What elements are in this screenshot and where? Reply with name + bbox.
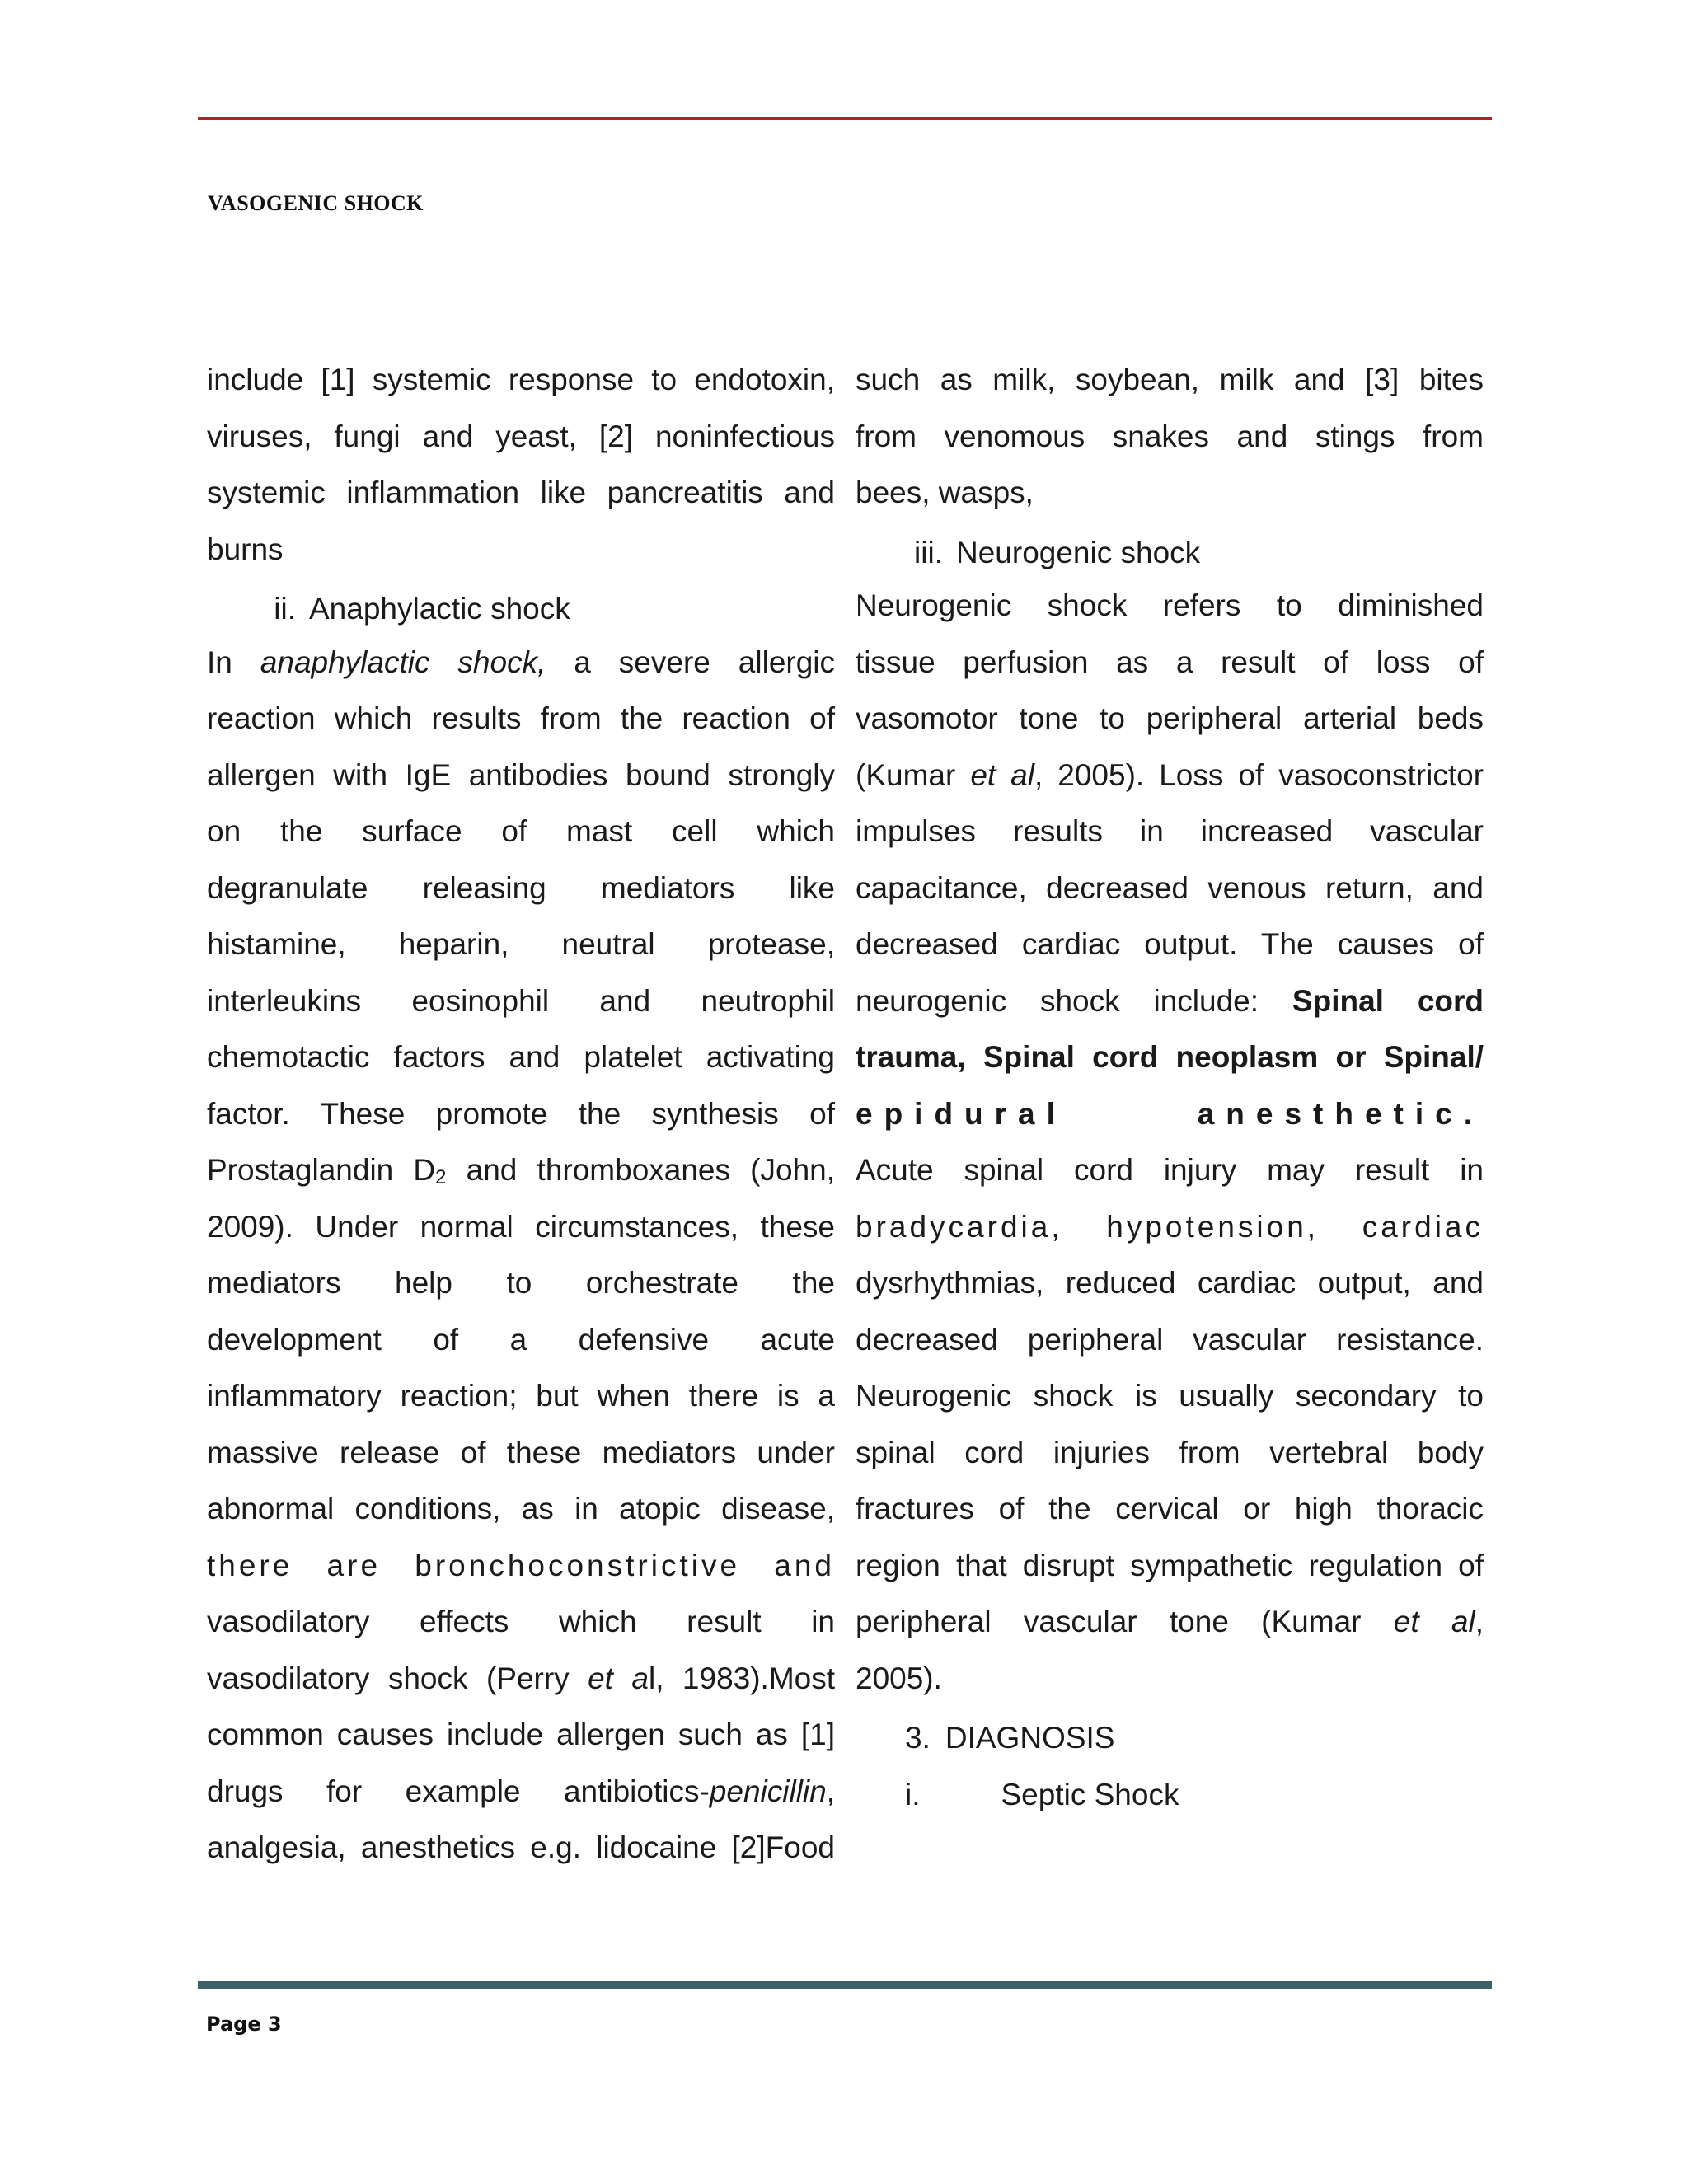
left-column [207,352,835,1877]
text-run: drugs for example antibiotics- [207,1774,710,1808]
text-run: , [826,1774,835,1808]
text-line: on the surface of mast cell which [207,814,835,848]
italic-term: anaphylactic shock, [260,644,546,679]
text-line: mediators help to orchestrate the [207,1266,835,1300]
subheading-neurogenic [856,522,1484,579]
text-run: , 2005). Loss of vasoconstrictor [1034,757,1484,792]
text-line: vasodilatory effects which result in [207,1605,835,1638]
text-run: In [207,644,232,679]
text-run: peripheral vascular tone (Kumar [856,1605,1362,1638]
text-run: a severe allergic [574,644,836,679]
text-line: tissue perfusion as a result of loss of [856,644,1484,679]
text-line: Acute spinal cord injury may result in [856,1153,1484,1187]
text-line [856,973,1484,1030]
text-line: from venomous snakes and stings from [856,419,1484,453]
text-line: Neurogenic shock refers to diminished [856,588,1484,622]
subheading-number: iii. [914,535,943,569]
page-number: Page 3 [206,2013,282,2036]
text-line: viruses, fungi and yeast, [2] noninfectious [207,419,835,453]
text-line: allergen with IgE antibodies bound strongly [207,757,835,792]
text-line: 2009). Under normal circumstances, these [207,1209,835,1244]
text-line: vasomotor tone to peripheral arterial beds [856,701,1484,735]
text-line: abnormal conditions, as in atopic disease, [207,1492,835,1526]
text-line: histamine, heparin, neutral protease, [207,927,835,961]
text-line: inflammatory reaction; but when there is a [207,1379,835,1413]
text-line: reaction which results from the reaction of [207,701,835,735]
section-heading-diagnosis [856,1707,1484,1764]
text-run: , [1475,1605,1484,1638]
section-title: DIAGNOSIS [945,1721,1115,1755]
text-line: massive release of these mediators under [207,1435,835,1469]
subheading-text: Septic Shock [1001,1777,1179,1811]
text-line: include [1] systemic response to endotoxin, [207,363,835,396]
text-run: vasodilatory shock (Perry [207,1661,570,1695]
text-line [207,1142,835,1199]
running-header: VASOGENIC SHOCK [208,191,424,215]
text-line: decreased peripheral vascular resistance. [856,1322,1484,1357]
text-line: there are bronchoconstrictive and [207,1548,835,1582]
text-line: factor. These promote the synthesis of [207,1096,835,1131]
text-run: neurogenic shock include: [856,983,1259,1018]
text-line: region that disrupt sympathetic regulation of [856,1548,1484,1582]
text-line: dysrhythmias, reduced cardiac output, and [856,1266,1484,1300]
text-line: development of a defensive acute [207,1322,835,1357]
text-line [207,635,835,691]
text-line: bradycardia, hypotension, cardiac [856,1209,1484,1244]
text-line: fractures of the cervical or high thoracic [856,1492,1484,1526]
subheading-text: Neurogenic shock [956,535,1201,569]
text-line: impulses results in increased vascular [856,814,1484,848]
italic-term: et a [588,1661,649,1695]
text-line [856,1594,1484,1651]
text-line: bees, wasps, [856,476,1034,509]
text-line: common causes include allergen such as [1] [207,1718,835,1751]
subheading-septic [856,1764,1484,1821]
text-line: interleukins eosinophil and neutrophil [207,983,835,1018]
header-rule [198,117,1492,120]
subheading-text: Anaphylactic shock [309,592,570,626]
bold-term: Spinal cord [1292,983,1484,1018]
text-line: burns [207,532,284,566]
text-line: chemotactic factors and platelet activating [207,1040,835,1074]
text-line: 2005). [856,1661,942,1695]
subheading-anaphylactic [207,578,835,635]
text-line: analgesia, anesthetics e.g. lidocaine [2]Food [207,1830,835,1864]
italic-term: et al [970,757,1034,792]
text-run: and thromboxanes (John, [466,1153,835,1187]
text-line: degranulate releasing mediators like [207,870,835,905]
text-run: l, 1983).Most [648,1661,836,1695]
text-run: Prostaglandin D [207,1153,436,1187]
italic-term: et al [1393,1605,1475,1638]
text-line: trauma, Spinal cord neoplasm or Spinal/ [856,1040,1484,1074]
text-line: Neurogenic shock is usually secondary to [856,1379,1484,1413]
subheading-number: i. [905,1777,921,1811]
text-line: capacitance, decreased venous return, and [856,870,1484,905]
footer-rule [198,1981,1492,1989]
text-line: spinal cord injuries from vertebral body [856,1435,1484,1469]
subscript: 2 [435,1166,447,1188]
text-line [856,748,1484,804]
text-line: systemic inflammation like pancreatitis and [207,476,835,509]
right-column [856,352,1484,1820]
text-line: such as milk, soybean, milk and [3] bites [856,363,1484,396]
section-number: 3. [905,1721,931,1755]
text-line [207,1764,835,1821]
text-line: decreased cardiac output. The causes of [856,927,1484,961]
text-run: (Kumar [856,757,956,792]
italic-term: penicillin [709,1774,827,1808]
text-line: epidural anesthetic. [856,1096,1484,1131]
subheading-number: ii. [274,592,296,626]
text-line [207,1651,835,1708]
